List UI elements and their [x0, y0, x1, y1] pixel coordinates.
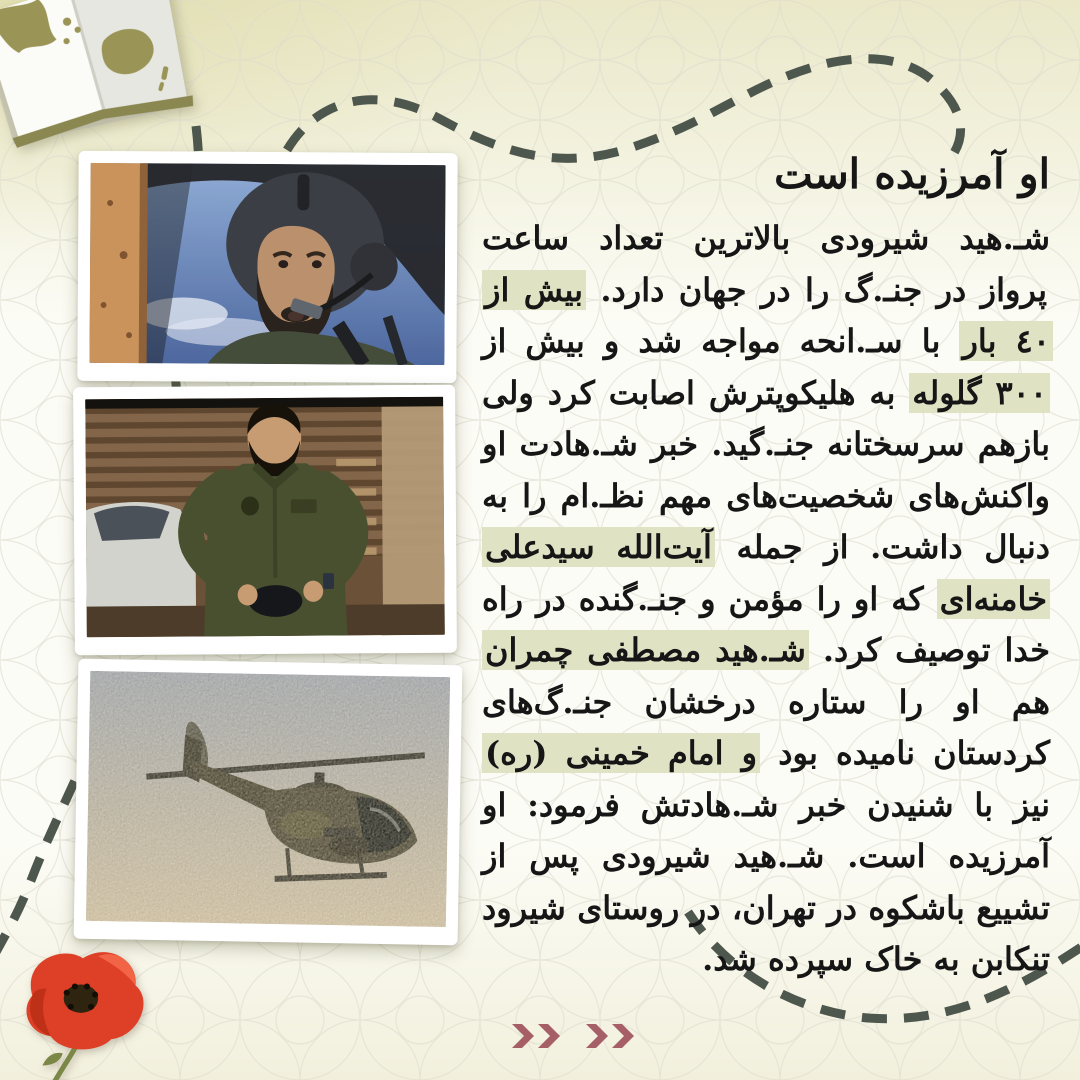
photo-pilot-cockpit: [77, 151, 457, 383]
dashed-path-top: [287, 59, 961, 159]
body-text: شـ.هید شیرودی بالاترین تعداد ساعت پرواز در جنـ.گ را در جهان دارد.: [482, 219, 1050, 309]
highlighted-phrase: و امام خمینی (ره): [482, 733, 760, 773]
article: [482, 150, 1050, 986]
poppy-flower-decoration: [2, 940, 174, 1080]
body-text: نیز با شنیدن خبر شـ.هادتش فرمود: او آمرزیده است. شـ.هید شیرودی پس از تشییع باشکوه در تهران، در روستای شیرود تنکابن به خاک سپرده شد.: [482, 785, 1050, 979]
body-text: با سـ.انحه مواجه شد و بیش از: [482, 322, 960, 361]
pilot-cockpit-illustration: [89, 163, 445, 365]
double-chevron-right-icon: [512, 1024, 638, 1048]
page-title: او آمرزیده است: [774, 150, 1050, 198]
highlighted-phrase: شـ.هید مصطفی چمران: [482, 630, 809, 670]
highlighted-phrase: آیت‌الله سیدعلی خامنه‌ای: [482, 527, 1050, 619]
pilot-standing-illustration: [85, 397, 445, 637]
photo-helicopter: [74, 659, 463, 946]
body-text: به هلیکوپترش اصابت کرد ولی بازهم سرسختانه جنـ.گید. خبر شـ.هادت او واکنش‌های شخصیت‌های مهم نظـ.ام را به دنبال داشت. از جمله: [482, 373, 1051, 567]
highlighted-phrase: ۳۰۰ گلوله: [909, 373, 1050, 413]
body-text: که او را مؤمن و جنـ.گنده در راه خدا توصیف کرد.: [482, 579, 1051, 670]
article-body: [482, 213, 1050, 986]
next-arrows: [512, 1024, 638, 1052]
body-text: هم او را ستاره درخشان جنـ.گ‌های کردستان نامیده بود: [482, 682, 1051, 773]
photo-pilot-standing: [73, 385, 457, 656]
helicopter-illustration: [86, 671, 450, 927]
highlighted-phrase: بیش از ٤٠ بار: [482, 270, 1053, 362]
poppy-flower-icon: [2, 940, 174, 1080]
